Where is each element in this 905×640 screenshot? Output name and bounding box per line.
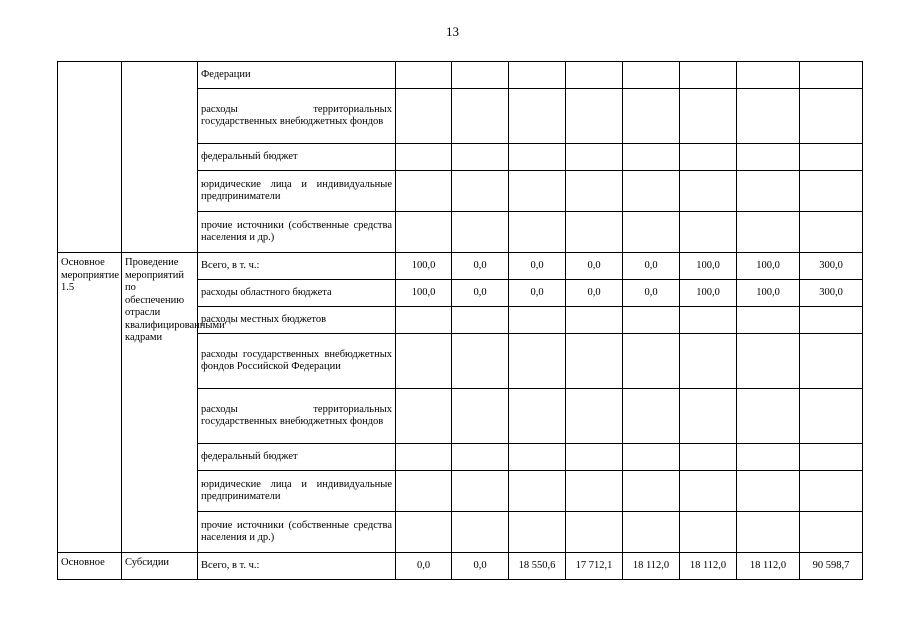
value-cell: 100,0 (680, 253, 737, 280)
value-cell: 300,0 (800, 280, 863, 307)
value-cell: 100,0 (680, 280, 737, 307)
source-cell: расходы территориальных государственных внебюджетных фондов (198, 389, 396, 444)
source-cell: юридические лица и индивидуальные предприниматели (198, 471, 396, 512)
value-cell: 90 598,7 (800, 553, 863, 580)
source-cell: Федерации (198, 62, 396, 89)
table-row (58, 62, 863, 89)
source-cell: прочие источники (собственные средства населения и др.) (198, 212, 396, 253)
source-cell: юридические лица и индивидуальные предприниматели (198, 171, 396, 212)
source-cell: расходы местных бюджетов (198, 307, 396, 334)
event-name-cell (122, 62, 198, 253)
status-cell (58, 62, 122, 253)
value-cell: 100,0 (396, 253, 452, 280)
event-name-cell: Субсидии (122, 553, 198, 580)
value-cell: 0,0 (509, 253, 566, 280)
status-cell: Основное мероприятие 1.5 (58, 253, 122, 553)
value-cell: 18 112,0 (680, 553, 737, 580)
source-cell: расходы государственных внебюджетных фондов Российской Федерации (198, 334, 396, 389)
value-cell: 17 712,1 (566, 553, 623, 580)
value-cell: 100,0 (396, 280, 452, 307)
value-cell: 300,0 (800, 253, 863, 280)
source-cell: прочие источники (собственные средства населения и др.) (198, 512, 396, 553)
value-cell: 0,0 (509, 280, 566, 307)
value-cell: 100,0 (737, 280, 800, 307)
value-cell: 18 550,6 (509, 553, 566, 580)
source-cell: расходы территориальных государственных внебюджетных фондов (198, 89, 396, 144)
value-cell: 18 112,0 (623, 553, 680, 580)
value-cell: 0,0 (623, 253, 680, 280)
value-cell: 0,0 (452, 553, 509, 580)
value-cell: 0,0 (452, 280, 509, 307)
event-name-cell: Проведение мероприятий по обеспечению отрасли квалифицированными кадрами (122, 253, 198, 553)
value-cell: 0,0 (566, 253, 623, 280)
value-cell: 0,0 (396, 553, 452, 580)
source-cell: Всего, в т. ч.: (198, 553, 396, 580)
value-cell: 0,0 (452, 253, 509, 280)
funding-table (57, 61, 863, 580)
value-cell: 100,0 (737, 253, 800, 280)
source-cell: Всего, в т. ч.: (198, 253, 396, 280)
value-cell: 0,0 (623, 280, 680, 307)
value-cell: 18 112,0 (737, 553, 800, 580)
table-body (58, 62, 863, 580)
page-number: 13 (446, 24, 459, 39)
status-cell: Основное (58, 553, 122, 580)
source-cell: расходы областного бюджета (198, 280, 396, 307)
source-cell: федеральный бюджет (198, 144, 396, 171)
source-cell: федеральный бюджет (198, 444, 396, 471)
table-row (58, 553, 863, 580)
value-cell: 0,0 (566, 280, 623, 307)
table-row (58, 253, 863, 280)
